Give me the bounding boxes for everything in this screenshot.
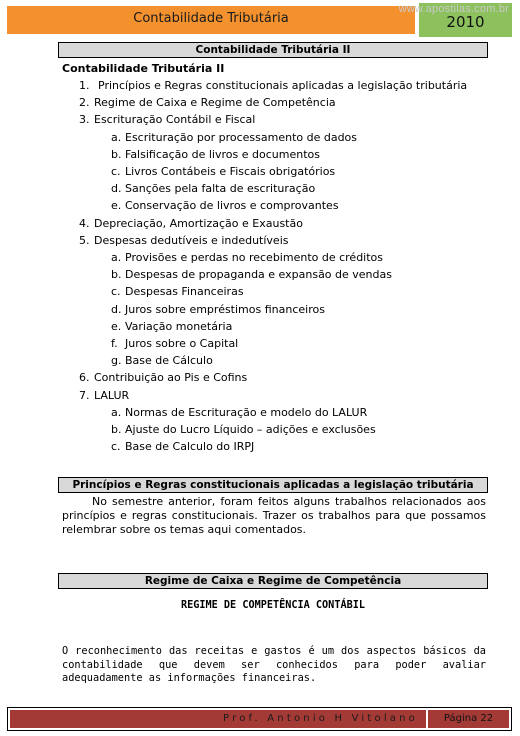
footer-author: Prof. Antonio H Vitolano	[10, 710, 426, 728]
list-item-number: c.	[111, 285, 121, 298]
list-item-label: Normas de Escrituração e modelo do LALUR	[125, 406, 368, 419]
paragraph-principios: No semestre anterior, foram feitos alguns trabalhos relacionados aos princípios e regras constitucionais. Trazer os trabalhos para que possamos relembrar sobre os temas aqui comentados.	[62, 495, 486, 536]
regime-heading: REGIME DE COMPETÊNCIA CONTÁBIL	[180, 600, 365, 611]
section-subtitle: Contabilidade Tributária II	[62, 62, 225, 75]
list-item-label: Despesas Financeiras	[125, 285, 244, 298]
section-bar-regime: Regime de Caixa e Regime de Competência	[58, 573, 488, 589]
list-item-number: a.	[111, 131, 122, 144]
list-item-number: c.	[111, 440, 121, 453]
list-item-number: b.	[111, 148, 122, 161]
list-item-number: g.	[111, 354, 122, 367]
list-item-label: Base de Calculo do IRPJ	[125, 440, 255, 453]
page-number: Página 22	[428, 710, 509, 728]
header-year: 2010	[419, 3, 512, 37]
list-item-number: a.	[111, 251, 122, 264]
paragraph-regime: O reconhecimento das receitas e gastos é um dos aspectos básicos da contabilidade que devem ser conhecidos para poder avaliar adequadamente as informações financeiras.	[62, 645, 486, 684]
section-bar-contabilidade-tributaria: Contabilidade Tributária II	[58, 42, 488, 58]
list-item-label: Despesas dedutíveis e indedutíveis	[94, 234, 289, 247]
page-header	[7, 3, 512, 37]
list-item-number: b.	[111, 423, 122, 436]
page-footer	[7, 707, 512, 731]
list-item-label: Juros sobre o Capital	[125, 337, 239, 350]
list-item-number: 2.	[79, 96, 90, 109]
list-item-label: Falsificação de livros e documentos	[125, 148, 320, 161]
list-item-number: f.	[111, 337, 118, 350]
list-item-label: Provisões e perdas no recebimento de créditos	[125, 251, 384, 264]
list-item-label: Despesas de propaganda e expansão de vendas	[125, 268, 392, 281]
list-item-label: LALUR	[94, 389, 130, 402]
list-item-label: Depreciação, Amortização e Exaustão	[94, 217, 303, 230]
list-item-number: c.	[111, 165, 121, 178]
list-item-number: e.	[111, 199, 122, 212]
list-item-number: 6.	[79, 371, 90, 384]
list-item-label: Regime de Caixa e Regime de Competência	[94, 96, 336, 109]
list-item-label: Juros sobre empréstimos financeiros	[125, 303, 325, 316]
list-item-number: 3.	[79, 113, 90, 126]
list-item-label: Ajuste do Lucro Líquido – adições e exclusões	[125, 423, 376, 436]
header-title: Contabilidade Tributária	[7, 6, 415, 34]
list-item-number: 7.	[79, 389, 90, 402]
list-item-number: 5.	[79, 234, 90, 247]
list-item-number: 4.	[79, 217, 90, 230]
list-item-number: d.	[111, 182, 122, 195]
list-item-label: Variação monetária	[125, 320, 233, 333]
watermark-url: www.apostilas.com.br	[398, 3, 509, 15]
list-item-label: Livros Contábeis e Fiscais obrigatórios	[125, 165, 336, 178]
list-item-number: e.	[111, 320, 122, 333]
list-item-number: a.	[111, 406, 122, 419]
list-item-number: d.	[111, 303, 122, 316]
list-item-label: Sanções pela falta de escrituração	[125, 182, 316, 195]
list-item-label: Escrituração por processamento de dados	[125, 131, 358, 144]
list-item-label: Princípios e Regras constitucionais aplicadas a legislação tributária	[98, 79, 468, 92]
list-item-label: Contribuição ao Pis e Cofins	[94, 371, 248, 384]
list-item-number: b.	[111, 268, 122, 281]
section-bar-principios: Princípios e Regras constitucionais aplicadas a legislação tributária	[58, 477, 488, 493]
list-item-label: Conservação de livros e comprovantes	[125, 199, 339, 212]
list-item-label: Escrituração Contábil e Fiscal	[94, 113, 256, 126]
list-item-label: Base de Cálculo	[125, 354, 213, 367]
list-item-number: 1.	[79, 79, 90, 92]
